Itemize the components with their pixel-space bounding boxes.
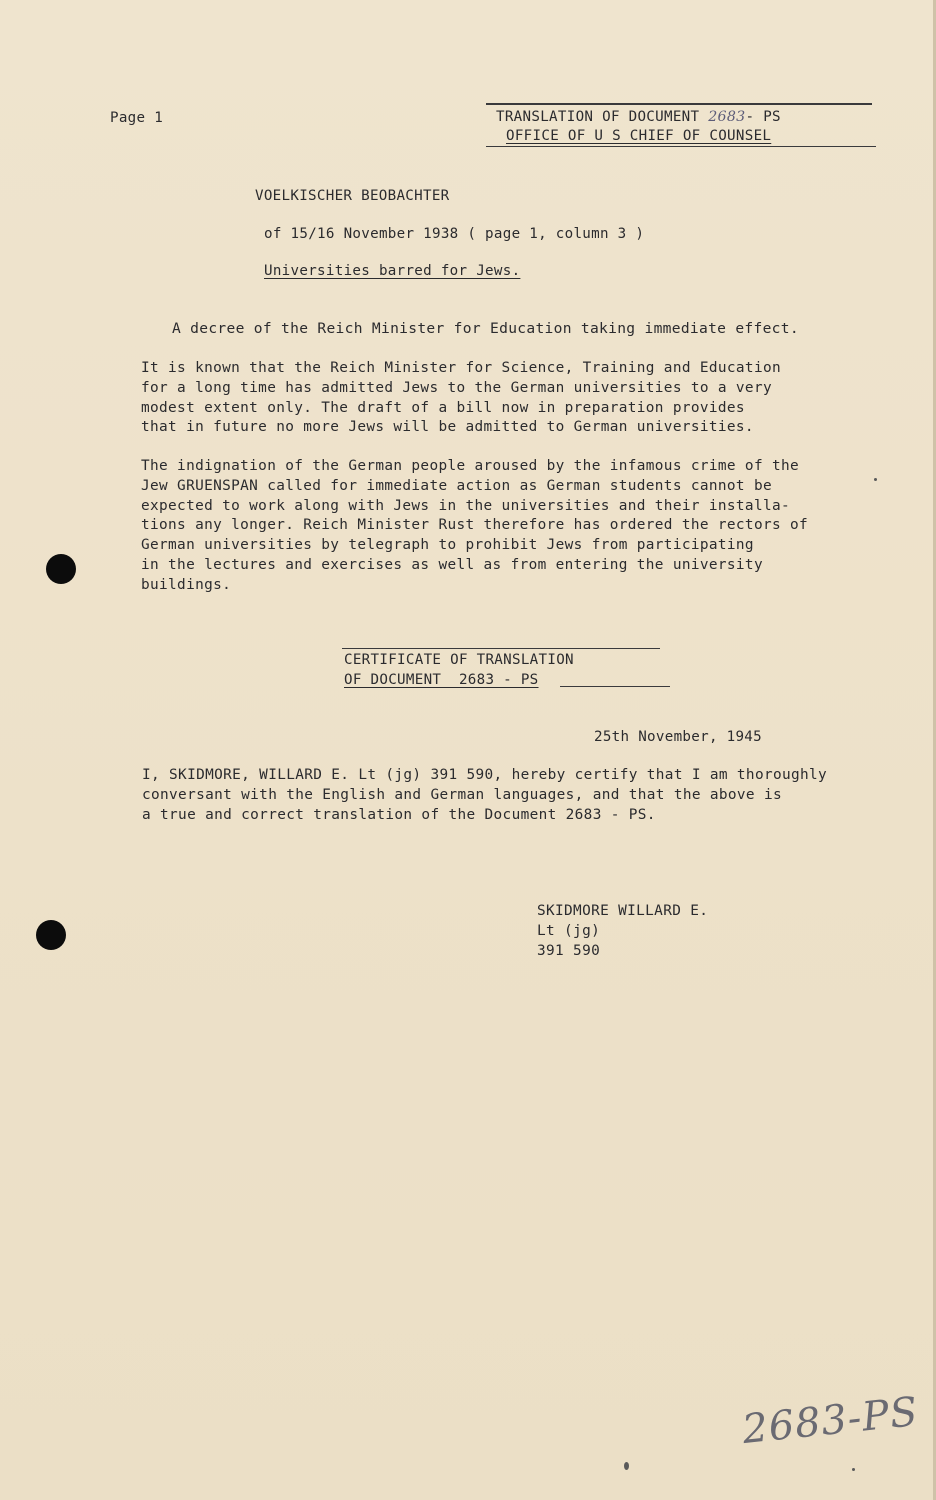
speck [852, 1468, 855, 1471]
paragraph-line: that in future no more Jews will be admitted to German universities. [141, 419, 754, 436]
article-lead: A decree of the Reich Minister for Education taking immediate effect. [172, 320, 799, 337]
punch-hole-bottom [36, 920, 66, 950]
paragraph-line: for a long time has admitted Jews to the German universities to a very [141, 379, 772, 396]
header-top-rule [486, 103, 872, 105]
paragraph-line: in the lectures and exercises as well as from entering the university [141, 556, 763, 573]
header-title [496, 109, 781, 125]
certificate-line: a true and correct translation of the Document 2683 - PS. [142, 806, 656, 823]
certificate-line: I, SKIDMORE, WILLARD E. Lt (jg) 391 590, hereby certify that I am thoroughly [142, 767, 828, 783]
certificate-title: CERTIFICATE OF TRANSLATION [344, 652, 574, 668]
newspaper-name: VOELKISCHER BEOBACHTER [255, 188, 450, 204]
paragraph-line: German universities by telegraph to prohibit Jews from participating [141, 537, 754, 554]
speck [624, 1462, 629, 1470]
certificate-line: conversant with the English and German languages, and that the above is [142, 786, 782, 803]
header-title-suffix: - PS [745, 109, 781, 125]
paragraph-line: Jew GRUENSPAN called for immediate action as German students cannot be [141, 477, 772, 494]
header-bottom-rule [486, 146, 876, 147]
certificate-bottom-rule [560, 686, 670, 687]
signature-serial: 391 590 [537, 942, 601, 959]
paragraph-line: It is known that the Reich Minister for Science, Training and Education [141, 360, 781, 376]
header-title-prefix: TRANSLATION OF DOCUMENT [496, 109, 700, 125]
speck [874, 478, 877, 481]
certificate-top-rule [342, 648, 660, 649]
punch-hole-top [46, 554, 76, 584]
certificate-document: OF DOCUMENT 2683 - PS [344, 672, 539, 688]
article-headline: Universities barred for Jews. [264, 263, 521, 279]
signature-rank: Lt (jg) [537, 922, 601, 939]
paragraph-line: expected to work along with Jews in the universities and their installa- [141, 497, 790, 514]
certificate-date: 25th November, 1945 [594, 729, 762, 745]
signature-block [537, 902, 708, 961]
paragraph-line: modest extent only. The draft of a bill now in preparation provides [141, 399, 745, 416]
paragraph-line: tions any longer. Reich Minister Rust therefore has ordered the rectors of [141, 517, 809, 534]
page-label: Page 1 [110, 110, 164, 126]
paragraph-line: buildings. [141, 576, 232, 593]
paragraph-line: The indignation of the German people aroused by the infamous crime of the [141, 458, 800, 474]
article-paragraph-1 [141, 359, 781, 438]
header-doc-number: 2683 [708, 109, 746, 125]
certificate-body [142, 766, 827, 825]
signature-name: SKIDMORE WILLARD E. [537, 903, 709, 919]
newspaper-edition: of 15/16 November 1938 ( page 1, column 3 ) [264, 226, 645, 242]
handwritten-document-number: 2683-PS [740, 1388, 921, 1454]
header-office: OFFICE OF U S CHIEF OF COUNSEL [506, 128, 772, 144]
article-paragraph-2 [141, 457, 808, 596]
